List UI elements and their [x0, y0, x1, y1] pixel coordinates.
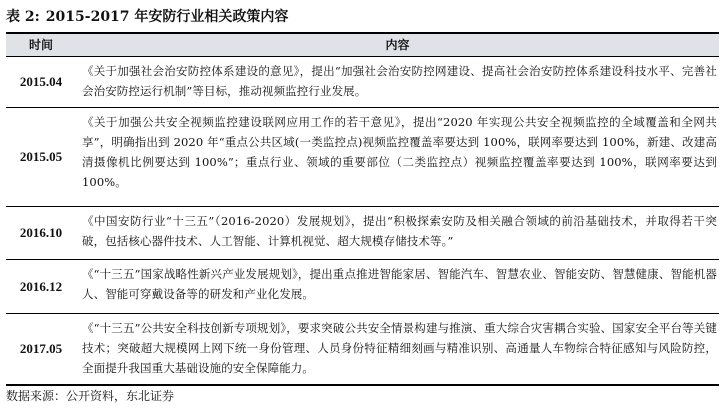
row-content: 《中国安防行业“十三五”（2016-2020）发展规划》，提出“积极探索安防及相关融合领域的前沿基础技术，并取得若干突破，包括核心器件技术、人工智能、计算机视觉、超大规模存储技术等。”	[82, 214, 717, 248]
caption-number: 表 2:	[6, 9, 40, 25]
caption-title: 2015-2017 年安防行业相关政策内容	[45, 9, 289, 25]
table-row	[6, 314, 719, 384]
row-time: 2015.05	[19, 149, 63, 164]
table-row	[6, 260, 719, 313]
header-content: 内容	[385, 38, 410, 52]
header-time: 时间	[28, 38, 53, 52]
table-caption	[6, 6, 288, 28]
row-content: 《关于加强社会治安防控体系建设的意见》，提出“加强社会治安防控网建设、提高社会治安防控体系建设科技水平、完善社会治安防控运行机制”等目标，推动视频监控行业发展。	[82, 64, 717, 98]
row-time: 2016.12	[19, 278, 63, 294]
table-row	[6, 108, 719, 206]
row-content: 《“十三五”国家战略性新兴产业发展规划》，提出重点推进智能家居、智能汽车、智慧农业、智能安防、智慧健康、智能机器人、智能可穿戴设备等的研发和产业化发展。	[82, 267, 717, 301]
data-source-note: 数据来源：公开资料，东北证券	[6, 389, 175, 403]
row-content: 《关于加强公共安全视频监控建设联网应用工作的若干意见》，提出“2020 年实现公共安全视频监控的全域覆盖和全网共享”，明确指出到 2020 年“重点公共区域(一类监控点)视频监控覆盖率要达到 100%，联网率要达到 100%，新建、改建高清摄像机比例要达到 100%”；重点行业、领域的重要部位（二类监控点）视频监控覆盖率要达到 100%，联网率要达到 100%。	[82, 115, 717, 189]
table-row	[6, 57, 719, 107]
clipped-previous-text	[0, 0, 725, 4]
row-content: 《“十三五”公共安全科技创新专项规划》，要求突破公共安全情景构建与推演、重大综合灾害耦合实验、国家安全平台等关键技术；突破超大规模网上网下统一身份管理、人员身份特征精细刻画与精准识别、高通量人车物综合特征感知与风险防控，全面提升我国重大基础设施的安全保障能力。	[82, 321, 717, 375]
row-time: 2016.10	[19, 225, 63, 240]
table-bottom-rule	[6, 384, 719, 386]
table-row	[6, 207, 719, 259]
row-time: 2017.05	[19, 341, 63, 356]
row-time: 2015.04	[19, 74, 63, 89]
table-header	[6, 34, 719, 56]
